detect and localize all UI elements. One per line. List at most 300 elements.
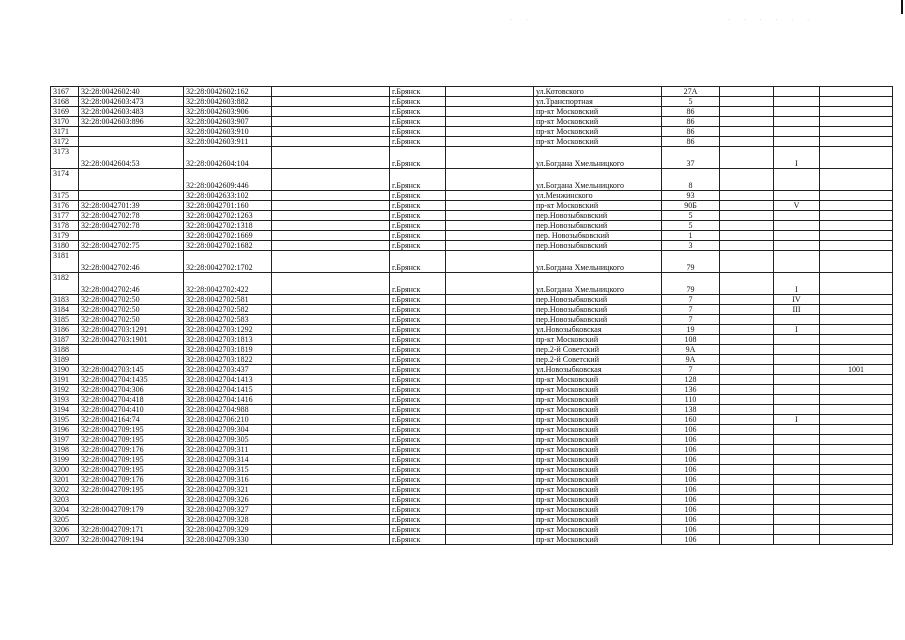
table-row (51, 305, 893, 315)
cell-street: пер.Новозыбковский (534, 241, 662, 251)
cell-extra-code (820, 525, 893, 535)
cell-empty (720, 221, 774, 231)
cell-parcel-cadastral-number: 32:28:0042702:50 (79, 295, 184, 305)
cell-empty (720, 365, 774, 375)
cell-empty (720, 273, 774, 295)
cell-empty (446, 395, 534, 405)
cell-object-cadastral-number: 32:28:0042709:311 (184, 445, 272, 455)
cell-object-cadastral-number: 32:28:0042709:316 (184, 475, 272, 485)
table-row (51, 147, 893, 169)
cell-empty (720, 485, 774, 495)
table-row (51, 505, 893, 515)
cell-empty (272, 525, 390, 535)
cell-house-number: 93 (662, 191, 720, 201)
cell-empty (446, 385, 534, 395)
cell-parcel-cadastral-number: 32:28:0042704:410 (79, 405, 184, 415)
cell-empty (272, 191, 390, 201)
cell-record-number: 3180 (51, 241, 79, 251)
cell-category: V (774, 201, 820, 211)
table-row (51, 425, 893, 435)
cell-record-number: 3206 (51, 525, 79, 535)
cell-house-number: 136 (662, 385, 720, 395)
cell-parcel-cadastral-number (79, 137, 184, 147)
cell-parcel-cadastral-number (79, 169, 184, 191)
cell-empty (720, 305, 774, 315)
cell-empty (720, 127, 774, 137)
cell-category (774, 525, 820, 535)
cell-city: г.Брянск (390, 365, 446, 375)
cell-street: пр-кт Московский (534, 201, 662, 211)
cell-record-number: 3194 (51, 405, 79, 415)
cell-empty (446, 405, 534, 415)
cell-parcel-cadastral-number: 32:28:0042709:195 (79, 465, 184, 475)
table-row (51, 415, 893, 425)
cell-parcel-cadastral-number (79, 127, 184, 137)
cell-parcel-cadastral-number: 32:28:0042702:78 (79, 211, 184, 221)
cell-object-cadastral-number: 32:28:0042702:583 (184, 315, 272, 325)
cell-object-cadastral-number: 32:28:0042709:314 (184, 455, 272, 465)
cell-category (774, 87, 820, 97)
cell-city: г.Брянск (390, 251, 446, 273)
cell-record-number: 3167 (51, 87, 79, 97)
cell-parcel-cadastral-number: 32:28:0042702:50 (79, 305, 184, 315)
cell-empty (272, 415, 390, 425)
cell-street: ул.Котовского (534, 87, 662, 97)
cell-record-number: 3181 (51, 251, 79, 273)
cell-category (774, 505, 820, 515)
cell-empty (272, 495, 390, 505)
cell-city: г.Брянск (390, 117, 446, 127)
cell-empty (446, 365, 534, 375)
cell-house-number: 138 (662, 405, 720, 415)
cell-extra-code (820, 485, 893, 495)
cell-record-number: 3173 (51, 147, 79, 169)
cell-record-number: 3190 (51, 365, 79, 375)
cell-city: г.Брянск (390, 415, 446, 425)
cell-city: г.Брянск (390, 375, 446, 385)
cell-empty (720, 251, 774, 273)
cell-parcel-cadastral-number: 32:28:0042164:74 (79, 415, 184, 425)
cell-city: г.Брянск (390, 241, 446, 251)
cell-house-number: 7 (662, 365, 720, 375)
cell-parcel-cadastral-number: 32:28:0042704:306 (79, 385, 184, 395)
cell-parcel-cadastral-number (79, 231, 184, 241)
table-row (51, 435, 893, 445)
cell-city: г.Брянск (390, 107, 446, 117)
cell-house-number: 5 (662, 211, 720, 221)
cell-category (774, 445, 820, 455)
cell-city: г.Брянск (390, 525, 446, 535)
cell-empty (446, 345, 534, 355)
cell-category: I (774, 273, 820, 295)
cell-extra-code (820, 465, 893, 475)
cell-extra-code (820, 97, 893, 107)
cell-parcel-cadastral-number: 32:28:0042704:418 (79, 395, 184, 405)
cell-record-number: 3193 (51, 395, 79, 405)
cell-city: г.Брянск (390, 87, 446, 97)
cell-house-number: 106 (662, 515, 720, 525)
cell-street: пр-кт Московский (534, 415, 662, 425)
cell-street: ул.Транспортная (534, 97, 662, 107)
cell-city: г.Брянск (390, 495, 446, 505)
cell-house-number: 19 (662, 325, 720, 335)
cell-record-number: 3177 (51, 211, 79, 221)
cell-parcel-cadastral-number: 32:28:0042603:473 (79, 97, 184, 107)
cell-category: III (774, 305, 820, 315)
cell-category (774, 117, 820, 127)
cell-city: г.Брянск (390, 445, 446, 455)
cell-street: пр-кт Московский (534, 137, 662, 147)
cell-empty (272, 485, 390, 495)
cell-house-number: 108 (662, 335, 720, 345)
cell-parcel-cadastral-number: 32:28:0042604:53 (79, 147, 184, 169)
cell-extra-code (820, 325, 893, 335)
cell-object-cadastral-number: 32:28:0042709:321 (184, 485, 272, 495)
cell-record-number: 3192 (51, 385, 79, 395)
cell-extra-code (820, 241, 893, 251)
cell-street: пр-кт Московский (534, 435, 662, 445)
cell-object-cadastral-number: 32:28:0042702:582 (184, 305, 272, 315)
cell-empty (446, 137, 534, 147)
cell-record-number: 3175 (51, 191, 79, 201)
cell-street: пр-кт Московский (534, 465, 662, 475)
cell-street: пр-кт Московский (534, 335, 662, 345)
cell-parcel-cadastral-number (79, 515, 184, 525)
cell-record-number: 3196 (51, 425, 79, 435)
cell-empty (272, 475, 390, 485)
cell-category (774, 515, 820, 525)
cell-empty (272, 405, 390, 415)
cell-record-number: 3188 (51, 345, 79, 355)
cell-record-number: 3204 (51, 505, 79, 515)
table-row (51, 251, 893, 273)
cell-city: г.Брянск (390, 425, 446, 435)
cell-city: г.Брянск (390, 325, 446, 335)
cell-empty (272, 385, 390, 395)
cell-empty (272, 137, 390, 147)
cell-record-number: 3191 (51, 375, 79, 385)
cell-city: г.Брянск (390, 201, 446, 211)
table-row (51, 117, 893, 127)
cell-city: г.Брянск (390, 345, 446, 355)
cell-record-number: 3183 (51, 295, 79, 305)
cell-object-cadastral-number: 32:28:0042709:327 (184, 505, 272, 515)
cell-street: ул.Новозыбковская (534, 325, 662, 335)
cell-house-number: 86 (662, 107, 720, 117)
table-row (51, 395, 893, 405)
cell-parcel-cadastral-number: 32:28:0042709:195 (79, 425, 184, 435)
cell-category (774, 97, 820, 107)
cell-category (774, 251, 820, 273)
cell-extra-code (820, 405, 893, 415)
cell-city: г.Брянск (390, 405, 446, 415)
cell-record-number: 3176 (51, 201, 79, 211)
cell-street: пр-кт Московский (534, 505, 662, 515)
cell-object-cadastral-number: 32:28:0042704:1416 (184, 395, 272, 405)
cell-empty (720, 87, 774, 97)
cell-extra-code (820, 107, 893, 117)
cell-empty (446, 315, 534, 325)
cell-record-number: 3202 (51, 485, 79, 495)
cell-house-number: 79 (662, 251, 720, 273)
cell-empty (446, 87, 534, 97)
table-row (51, 97, 893, 107)
cell-parcel-cadastral-number: 32:28:0042709:176 (79, 475, 184, 485)
cell-parcel-cadastral-number: 32:28:0042703:145 (79, 365, 184, 375)
cell-extra-code (820, 315, 893, 325)
cell-empty (720, 231, 774, 241)
cell-empty (272, 251, 390, 273)
cell-city: г.Брянск (390, 147, 446, 169)
cell-category (774, 107, 820, 117)
cell-street: пер.Новозыбковский (534, 295, 662, 305)
cell-house-number: 106 (662, 445, 720, 455)
cell-object-cadastral-number: 32:28:0042703:1822 (184, 355, 272, 365)
cell-parcel-cadastral-number: 32:28:0042709:195 (79, 435, 184, 445)
cell-object-cadastral-number: 32:28:0042609:446 (184, 169, 272, 191)
cell-category (774, 425, 820, 435)
cell-house-number: 106 (662, 455, 720, 465)
cell-city: г.Брянск (390, 315, 446, 325)
cell-empty (446, 495, 534, 505)
cell-city: г.Брянск (390, 395, 446, 405)
cell-extra-code (820, 435, 893, 445)
cell-city: г.Брянск (390, 385, 446, 395)
cell-object-cadastral-number: 32:28:0042702:422 (184, 273, 272, 295)
cell-empty (272, 355, 390, 365)
cell-house-number: 7 (662, 315, 720, 325)
cell-record-number: 3201 (51, 475, 79, 485)
cell-empty (272, 465, 390, 475)
table-row (51, 385, 893, 395)
table-row (51, 365, 893, 375)
cell-street: пр-кт Московский (534, 375, 662, 385)
cell-record-number: 3197 (51, 435, 79, 445)
cell-city: г.Брянск (390, 515, 446, 525)
cell-parcel-cadastral-number: 32:28:0042703:1901 (79, 335, 184, 345)
cell-parcel-cadastral-number: 32:28:0042709:195 (79, 485, 184, 495)
cell-object-cadastral-number: 32:28:0042706:210 (184, 415, 272, 425)
table-row (51, 535, 893, 545)
cell-object-cadastral-number: 32:28:0042702:1702 (184, 251, 272, 273)
cell-house-number: 79 (662, 273, 720, 295)
cell-extra-code (820, 395, 893, 405)
cell-empty (446, 273, 534, 295)
cell-extra-code (820, 191, 893, 201)
cell-record-number: 3185 (51, 315, 79, 325)
cell-empty (272, 455, 390, 465)
cell-category: I (774, 147, 820, 169)
cell-object-cadastral-number: 32:28:0042704:1413 (184, 375, 272, 385)
table-row (51, 455, 893, 465)
cell-object-cadastral-number: 32:28:0042704:1415 (184, 385, 272, 395)
cell-house-number: 90Б (662, 201, 720, 211)
scan-edge-mark (901, 0, 903, 14)
registry-table (50, 86, 893, 545)
cell-object-cadastral-number: 32:28:0042704:988 (184, 405, 272, 415)
cell-extra-code (820, 87, 893, 97)
cell-house-number: 106 (662, 475, 720, 485)
cell-category (774, 385, 820, 395)
cell-city: г.Брянск (390, 169, 446, 191)
cell-street: пр-кт Московский (534, 445, 662, 455)
table-row (51, 137, 893, 147)
cell-city: г.Брянск (390, 221, 446, 231)
cell-extra-code (820, 355, 893, 365)
cell-city: г.Брянск (390, 535, 446, 545)
cell-extra-code (820, 425, 893, 435)
cell-city: г.Брянск (390, 485, 446, 495)
cell-empty (446, 211, 534, 221)
cell-street: пер.2-й Советский (534, 345, 662, 355)
table-row (51, 211, 893, 221)
cell-empty (720, 201, 774, 211)
cell-empty (272, 445, 390, 455)
cell-empty (446, 465, 534, 475)
cell-empty (272, 97, 390, 107)
cell-empty (446, 425, 534, 435)
table-row (51, 405, 893, 415)
cell-extra-code (820, 127, 893, 137)
cell-empty (446, 107, 534, 117)
cell-empty (446, 241, 534, 251)
cell-empty (446, 251, 534, 273)
cell-empty (272, 147, 390, 169)
table-row (51, 465, 893, 475)
cell-house-number: 1 (662, 231, 720, 241)
cell-street: ул.Богдана Хмельницкого (534, 251, 662, 273)
cell-house-number: 106 (662, 425, 720, 435)
cell-empty (272, 345, 390, 355)
cell-object-cadastral-number: 32:28:0042709:328 (184, 515, 272, 525)
cell-house-number: 106 (662, 465, 720, 475)
cell-extra-code (820, 273, 893, 295)
cell-house-number: 106 (662, 505, 720, 515)
cell-empty (720, 455, 774, 465)
cell-empty (272, 241, 390, 251)
cell-category (774, 231, 820, 241)
cell-empty (446, 169, 534, 191)
cell-empty (720, 191, 774, 201)
cell-house-number: 110 (662, 395, 720, 405)
cell-object-cadastral-number: 32:28:0042709:304 (184, 425, 272, 435)
cell-street: пр-кт Московский (534, 405, 662, 415)
cell-extra-code (820, 169, 893, 191)
cell-object-cadastral-number: 32:28:0042703:1819 (184, 345, 272, 355)
cell-category (774, 375, 820, 385)
cell-extra-code (820, 335, 893, 345)
cell-city: г.Брянск (390, 435, 446, 445)
cell-empty (720, 505, 774, 515)
cell-extra-code (820, 211, 893, 221)
cell-street: пр-кт Московский (534, 455, 662, 465)
cell-street: пр-кт Московский (534, 117, 662, 127)
cell-empty (446, 505, 534, 515)
cell-object-cadastral-number: 32:28:0042709:305 (184, 435, 272, 445)
cell-city: г.Брянск (390, 295, 446, 305)
cell-house-number: 5 (662, 221, 720, 231)
cell-record-number: 3178 (51, 221, 79, 231)
table-row (51, 335, 893, 345)
cell-object-cadastral-number: 32:28:0042702:1682 (184, 241, 272, 251)
cell-empty (720, 465, 774, 475)
cell-empty (446, 535, 534, 545)
table-row (51, 107, 893, 117)
cell-empty (446, 201, 534, 211)
cell-house-number: 8 (662, 169, 720, 191)
cell-empty (720, 241, 774, 251)
cell-empty (272, 375, 390, 385)
cell-record-number: 3168 (51, 97, 79, 107)
cell-city: г.Брянск (390, 137, 446, 147)
cell-category (774, 335, 820, 345)
cell-empty (272, 365, 390, 375)
cell-empty (720, 211, 774, 221)
cell-category (774, 221, 820, 231)
cell-empty (720, 117, 774, 127)
cell-category (774, 365, 820, 375)
cell-parcel-cadastral-number: 32:28:0042703:1291 (79, 325, 184, 335)
cell-street: пр-кт Московский (534, 515, 662, 525)
cell-category (774, 355, 820, 365)
cell-empty (272, 395, 390, 405)
cell-category (774, 475, 820, 485)
table-row (51, 485, 893, 495)
cell-category (774, 395, 820, 405)
cell-empty (720, 445, 774, 455)
cell-empty (272, 325, 390, 335)
cell-city: г.Брянск (390, 273, 446, 295)
cell-empty (446, 485, 534, 495)
cell-parcel-cadastral-number: 32:28:0042702:46 (79, 273, 184, 295)
cell-city: г.Брянск (390, 191, 446, 201)
cell-house-number: 9А (662, 345, 720, 355)
cell-street: пер.Новозыбковский (534, 211, 662, 221)
cell-house-number: 106 (662, 535, 720, 545)
cell-empty (272, 295, 390, 305)
cell-city: г.Брянск (390, 505, 446, 515)
cell-extra-code (820, 305, 893, 315)
cell-extra-code (820, 251, 893, 273)
cell-empty (272, 273, 390, 295)
cell-empty (272, 535, 390, 545)
table-row (51, 201, 893, 211)
scan-speckle: · · · · · · (728, 17, 815, 24)
cell-empty (272, 425, 390, 435)
cell-extra-code (820, 535, 893, 545)
cell-parcel-cadastral-number (79, 191, 184, 201)
cell-object-cadastral-number: 32:28:0042701:160 (184, 201, 272, 211)
cell-record-number: 3174 (51, 169, 79, 191)
cell-empty (720, 315, 774, 325)
cell-object-cadastral-number: 32:28:0042603:911 (184, 137, 272, 147)
cell-city: г.Брянск (390, 231, 446, 241)
cell-empty (272, 169, 390, 191)
cell-record-number: 3172 (51, 137, 79, 147)
cell-object-cadastral-number: 32:28:0042603:910 (184, 127, 272, 137)
cell-empty (446, 325, 534, 335)
cell-street: пр-кт Московский (534, 495, 662, 505)
cell-city: г.Брянск (390, 127, 446, 137)
cell-object-cadastral-number: 32:28:0042709:315 (184, 465, 272, 475)
cell-empty (720, 325, 774, 335)
cell-category (774, 345, 820, 355)
cell-extra-code (820, 475, 893, 485)
cell-street: пр-кт Московский (534, 535, 662, 545)
cell-category (774, 405, 820, 415)
cell-parcel-cadastral-number: 32:28:0042709:171 (79, 525, 184, 535)
cell-extra-code (820, 445, 893, 455)
